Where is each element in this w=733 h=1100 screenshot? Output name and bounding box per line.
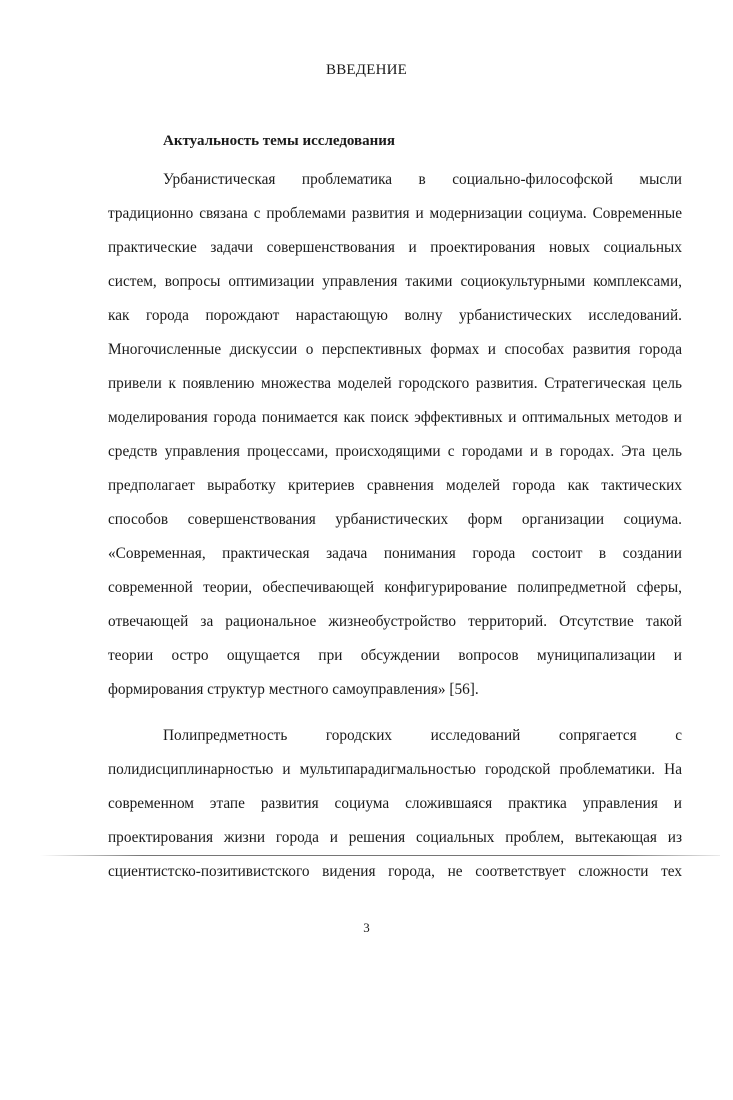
text-line: систем, вопросы оптимизации управления такими социокультурными комплексами, <box>108 273 682 290</box>
text-line: практические задачи совершенствования и проектирования новых социальных <box>108 239 682 256</box>
text-line: привели к появлению множества моделей городского развития. Стратегическая цель <box>108 375 682 392</box>
text-line: теории остро ощущается при обсуждении вопросов муниципализации и <box>108 647 682 664</box>
text-line: способов совершенствования урбанистических форм организации социума. <box>108 511 682 528</box>
page-title: ВВЕДЕНИЕ <box>326 62 407 78</box>
paragraph-1 <box>108 163 682 707</box>
text-line: современном этапе развития социума сложившаяся практика управления и <box>108 795 682 812</box>
text-line: отвечающей за рациональное жизнеобустройство территорий. Отсутствие такой <box>108 613 682 630</box>
text-line: «Современная, практическая задача понимания города состоит в создании <box>108 545 682 562</box>
text-line: моделирования города понимается как поиск эффективных и оптимальных методов и <box>108 409 682 426</box>
section-subheading: Актуальность темы исследования <box>163 133 396 149</box>
text-line: как города порождают нарастающую волну урбанистических исследований. <box>108 307 682 324</box>
text-line: современной теории, обеспечивающей конфигурирование полипредметной сферы, <box>108 579 682 596</box>
text-line: Полипредметность городских исследований сопрягается с <box>163 727 682 744</box>
paragraph-2 <box>108 719 682 889</box>
text-line: традиционно связана с проблемами развития и модернизации социума. Современные <box>108 205 682 222</box>
text-line: проектирования жизни города и решения социальных проблем, вытекающая из <box>108 829 682 846</box>
text-line: Многочисленные дискуссии о перспективных формах и способах развития города <box>108 341 682 358</box>
page-number: 3 <box>363 920 370 935</box>
text-line: формирования структур местного самоуправления» [56]. <box>108 681 479 698</box>
text-line: средств управления процессами, происходящими с городами и в городах. Эта цель <box>108 443 682 460</box>
text-line: предполагает выработку критериев сравнения моделей города как тактических <box>108 477 682 494</box>
text-line: Урбанистическая проблематика в социально-философской мысли <box>163 171 682 188</box>
text-line: сциентистско-позитивистского видения города, не соответствует сложности тех <box>108 863 682 880</box>
text-line: полидисциплинарностью и мультипарадигмальностью городской проблематики. На <box>108 761 682 778</box>
scan-artifact-line <box>40 855 720 856</box>
